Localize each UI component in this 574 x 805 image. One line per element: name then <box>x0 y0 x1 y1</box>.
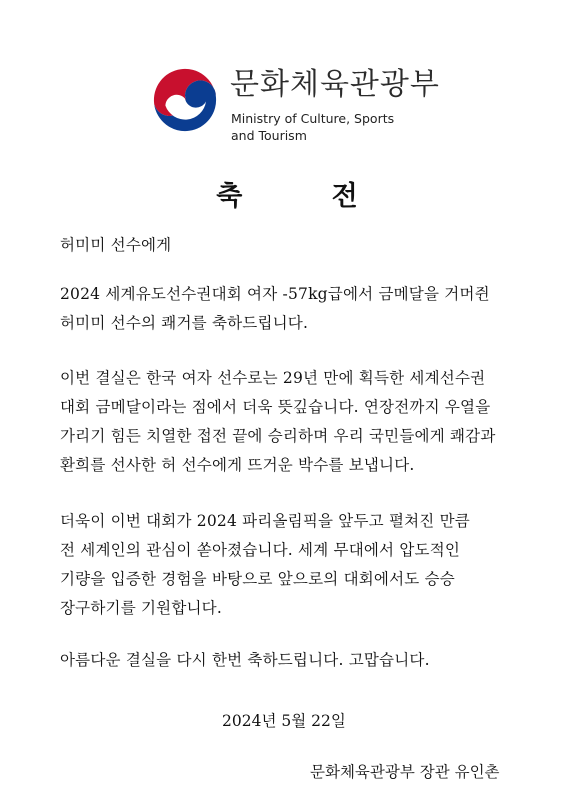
signature: 문화체육관광부 장관 유인촌 <box>310 763 500 781</box>
ministry-logo <box>150 62 450 144</box>
paragraph-line: 기량을 입증한 경험을 바탕으로 앞으로의 대회에서도 승승 <box>60 570 455 588</box>
paragraph-line: 대회 금메달이라는 점에서 더욱 뜻깊습니다. 연장전까지 우열을 <box>60 398 491 416</box>
paragraph-line: 가리기 힘든 치열한 접전 끝에 승리하며 우리 국민들에게 쾌감과 <box>60 427 496 445</box>
ministry-name-english-line1: Ministry of Culture, Sports <box>231 111 395 126</box>
ministry-name-korean: 문화체육관광부 <box>230 67 440 102</box>
paragraph-1 <box>60 280 490 338</box>
letter-date: 2024년 5월 22일 <box>222 712 346 730</box>
letter-title: 축 전 <box>216 181 398 212</box>
salutation: 허미미 선수에게 <box>60 236 172 254</box>
ministry-name-english <box>231 110 394 144</box>
paragraph-line: 2024 세계유도선수권대회 여자 -57kg급에서 금메달을 거머쥔 <box>60 285 490 303</box>
paragraph-line: 이번 결실은 한국 여자 선수로는 29년 만에 획득한 세계선수권 <box>60 369 486 387</box>
paragraph-line: 전 세계인의 관심이 쏟아졌습니다. 세계 무대에서 압도적인 <box>60 541 461 559</box>
taegeuk-emblem-icon <box>150 65 220 135</box>
paragraph-3 <box>60 507 470 623</box>
closing-paragraph: 아름다운 결실을 다시 한번 축하드립니다. 고맙습니다. <box>60 651 430 669</box>
paragraph-line: 더욱이 이번 대회가 2024 파리올림픽을 앞두고 펼쳐진 만큼 <box>60 512 470 530</box>
ministry-name-english-line2: and Tourism <box>231 128 307 143</box>
paragraph-line: 허미미 선수의 쾌거를 축하드립니다. <box>60 314 309 332</box>
paragraph-line: 환희를 선사한 허 선수에게 뜨거운 박수를 보냅니다. <box>60 456 415 474</box>
paragraph-2 <box>60 364 496 480</box>
paragraph-line: 장구하기를 기원합니다. <box>60 599 222 617</box>
